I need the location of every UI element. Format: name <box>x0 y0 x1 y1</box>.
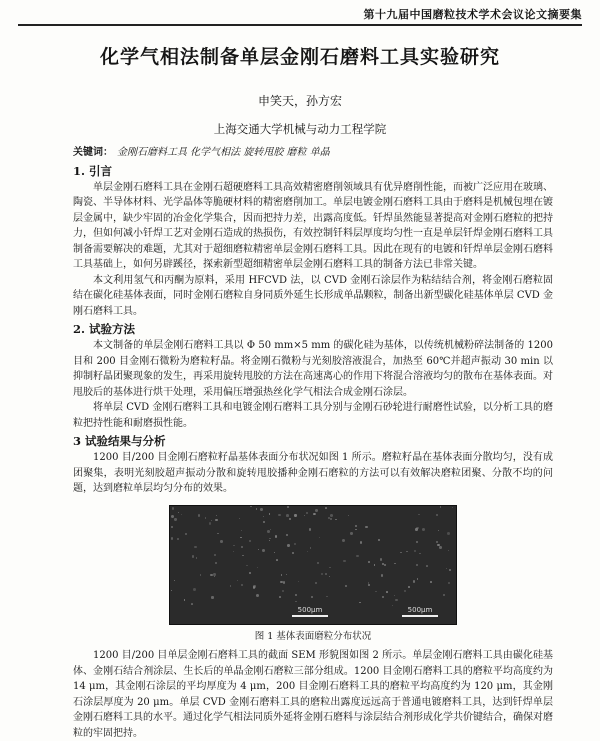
grain-speck <box>233 551 234 552</box>
grain-speck <box>274 552 275 553</box>
grain-speck <box>210 574 212 576</box>
grain-speck <box>211 520 212 521</box>
grain-speck <box>279 596 281 598</box>
grain-speck <box>194 546 196 548</box>
grain-speck <box>380 558 383 561</box>
grain-speck <box>256 508 257 509</box>
grain-speck <box>418 514 419 515</box>
grain-speck <box>260 508 262 510</box>
grain-speck <box>335 519 337 521</box>
grain-speck <box>269 513 271 515</box>
grain-speck <box>400 552 402 554</box>
grain-speck <box>447 532 450 535</box>
grain-speck <box>404 590 406 592</box>
grain-speck <box>350 532 352 534</box>
grain-speck <box>171 537 174 540</box>
grain-speck <box>448 582 451 585</box>
grain-speck <box>355 529 356 530</box>
grain-speck <box>436 514 438 516</box>
grain-speck <box>174 580 175 581</box>
grain-speck <box>185 533 187 535</box>
grain-speck <box>269 538 271 540</box>
grain-speck <box>294 514 296 516</box>
grain-speck <box>315 582 317 584</box>
grain-speck <box>172 507 174 509</box>
grain-speck <box>329 567 330 568</box>
grain-speck <box>220 540 223 543</box>
grain-speck <box>240 537 242 539</box>
grain-speck <box>416 541 418 543</box>
grain-speck <box>192 555 194 557</box>
results-paragraph-1: 1200 目/200 目金刚石磨粒籽晶基体表面分布状况如图 1 所示。磨粒籽晶在基体表面分散均匀，没有成团聚集，表明光刻胶超声振动分散和旋转甩胶播种金刚石磨粒的方法可以有效解决磨粒团聚、分散不均的问题，达到磨粒单层均匀分布的效果。 <box>73 452 553 494</box>
grain-speck <box>378 539 380 541</box>
grain-speck <box>241 530 243 532</box>
grain-speck <box>200 574 202 576</box>
grain-speck <box>446 568 447 569</box>
grain-speck <box>374 564 375 565</box>
grain-speck <box>241 546 243 548</box>
grain-speck <box>287 506 289 508</box>
grain-speck <box>178 512 180 514</box>
grain-speck <box>213 573 215 575</box>
grain-speck <box>270 529 271 530</box>
section-heading-method: 2. 试验方法 <box>73 322 136 336</box>
grain-speck <box>283 581 285 583</box>
grain-speck <box>419 553 420 554</box>
grain-speck <box>263 521 265 523</box>
grain-speck <box>242 555 243 556</box>
grain-speck <box>365 526 368 529</box>
grain-speck <box>394 595 395 596</box>
grain-speck <box>171 526 173 528</box>
grain-speck <box>395 599 398 602</box>
paper-title: 化学气相法制备单层金刚石磨料工具实验研究 <box>99 46 500 68</box>
grain-speck <box>381 574 384 577</box>
grain-speck <box>330 518 332 520</box>
method-paragraph-2: 将单层 CVD 金刚石磨料工具和电镀金刚石磨料工具分别与金刚石砂轮进行耐磨性试验，以分析工具的磨粒把持性能和耐磨损性能。 <box>73 402 553 429</box>
grain-speck <box>416 564 418 566</box>
grain-speck <box>214 576 215 577</box>
grain-speck <box>325 507 327 509</box>
grain-speck <box>276 559 278 561</box>
grain-speck <box>184 599 185 600</box>
figure-caption: 图 1 基体表面磨粒分布状况 <box>254 630 372 642</box>
grain-speck <box>275 535 277 537</box>
scale-label-left: 500μm <box>297 605 323 614</box>
grain-speck <box>306 512 307 513</box>
grain-speck <box>414 550 416 552</box>
grain-speck <box>342 539 345 542</box>
method-paragraph-1: 本文制备的单层金刚石磨料工具以 Φ 50 mm×5 mm 的碳化硅为基体，以传统机械粉碎法制备的 1200 目和 200 目金刚石微粉为磨粒籽晶。将金刚石微粉与光刻胶溶液混合，加热至 60℃并超声振动 30 min 以抑制籽晶团聚现象的发生，再采用旋转甩胶的方法在高速离心的作用下将混合溶液均匀的散布在基体表面。对甩胶后的基体进行烘干处理，采用偏压增强热丝化学气相法合成金刚石涂层。 <box>73 340 553 398</box>
grain-speck <box>317 562 318 563</box>
grain-speck <box>326 596 328 598</box>
section-heading-results: 3 试验结果与分析 <box>73 434 166 448</box>
grain-speck <box>413 580 416 583</box>
grain-speck <box>310 547 311 548</box>
grain-speck <box>408 586 409 587</box>
grain-speck <box>215 519 217 521</box>
grain-speck <box>392 605 393 606</box>
grain-speck <box>246 565 248 567</box>
grain-speck <box>171 590 172 591</box>
grain-speck <box>368 561 370 563</box>
grain-speck <box>215 562 217 564</box>
grain-speck <box>258 549 259 550</box>
grain-speck <box>216 515 217 516</box>
grain-speck <box>309 528 311 530</box>
grain-speck <box>292 552 294 554</box>
grain-speck <box>286 574 287 575</box>
grain-speck <box>256 594 259 597</box>
grain-speck <box>384 564 386 566</box>
grain-speck <box>269 540 270 541</box>
grain-speck <box>440 506 442 508</box>
grain-speck <box>452 507 454 509</box>
grain-speck <box>286 514 289 517</box>
grain-speck <box>250 506 252 508</box>
keywords-value: 金刚石磨料工具 化学气相法 旋转甩胶 磨粒 单晶 <box>117 147 330 158</box>
grain-speck <box>214 554 216 556</box>
grain-speck <box>436 541 437 542</box>
grain-speck <box>280 581 282 583</box>
grain-speck <box>249 572 252 575</box>
scale-label-right: 500μm <box>407 605 433 614</box>
grain-speck <box>449 569 451 571</box>
grain-speck <box>359 602 361 604</box>
grain-speck <box>233 545 235 547</box>
grain-speck <box>321 573 323 575</box>
grain-speck <box>249 540 251 542</box>
grain-speck <box>406 551 408 553</box>
grain-speck <box>438 530 439 531</box>
grain-speck <box>198 514 200 516</box>
grain-speck <box>348 515 350 517</box>
grain-speck <box>282 590 284 592</box>
grain-speck <box>294 543 296 545</box>
running-header <box>18 4 582 26</box>
grain-speck <box>439 546 442 549</box>
grain-speck <box>325 573 327 575</box>
conference-name: 第十九届中国磨粒技术学术会议论文摘要集 <box>363 8 582 21</box>
grain-speck <box>181 514 182 515</box>
grain-speck <box>355 525 357 527</box>
grain-speck <box>263 516 264 517</box>
intro-paragraph-1: 单层金刚石磨料工具在金刚石超硬磨料工具高效精密磨削领域具有优异磨削性能，而被广泛应用在玻璃、陶瓷、半导体材料、光学晶体等脆硬材料的精密磨削加工。单层电镀金刚石磨料工具由于磨料是机械包埋在镀层金属中，缺少牢固的冶金化学集合，因而把持力差，出露高度低。钎焊虽然能显著提高对金刚石磨粒的把持力，但如何减小钎焊工艺对金刚石造成的热损伤，有效控制钎料层厚度均匀性一直是单层钎焊金刚石磨料工具制备需要解决的难题，尤其对于超细磨粒精密单层金刚石磨料工具。因此在现有的电镀和钎焊单层金刚石磨料工具基础上，如何另辟蹊径，探索新型超细精密单层金刚石磨料工具的制备方法已非常关键。 <box>73 181 553 270</box>
grain-speck <box>345 585 348 588</box>
grain-speck <box>382 596 384 598</box>
affiliation: 上海交通大学机械与动力工程学院 <box>213 122 387 136</box>
grain-speck <box>278 514 280 516</box>
grain-speck <box>319 537 320 538</box>
grain-speck <box>239 518 240 519</box>
grain-speck <box>209 522 212 525</box>
grain-speck <box>196 557 198 559</box>
grain-speck <box>307 551 308 552</box>
grain-speck <box>205 517 207 519</box>
sem-figure <box>169 505 457 625</box>
intro-paragraph-2: 本文利用氢气和丙酮为原料，采用 HFCVD 法，以 CVD 金刚石涂层作为粘结结合剂，将金刚石磨粒固结在碳化硅基体表面，同时金刚石磨粒自身同质外延生长形成单晶颗粒，制备出新型碳化硅基体单层 CVD 金刚石磨料工具。 <box>73 274 553 317</box>
scale-bar-left <box>292 606 328 617</box>
grain-speck <box>315 509 318 512</box>
grain-speck <box>448 550 449 551</box>
grain-speck <box>368 584 370 586</box>
grain-speck <box>330 514 333 517</box>
grain-speck <box>191 603 193 605</box>
grain-speck <box>422 528 425 531</box>
grain-speck <box>193 588 196 591</box>
grain-speck <box>217 533 218 534</box>
grain-speck <box>304 515 306 517</box>
authors: 申笑天，孙方宏 <box>257 94 342 108</box>
scale-bar-right <box>402 606 438 617</box>
grain-speck <box>262 549 265 552</box>
grain-speck <box>417 578 419 580</box>
grain-speck <box>267 530 270 533</box>
grain-speck <box>311 596 313 598</box>
grain-speck <box>237 580 239 582</box>
grain-speck <box>430 581 432 583</box>
keywords <box>73 145 553 161</box>
grain-speck <box>286 534 288 536</box>
grain-speck <box>257 567 258 568</box>
results-paragraph-2: 1200 目/200 目单层金刚石磨料工具的截面 SEM 形貌图如图 2 所示。单层金刚石磨料工具由碳化硅基体、金刚石结合剂涂层、生长后的单晶金刚石磨粒三部分组成。1200 目金刚石磨料工具的磨粒平均高度约为 14 μm，其金刚石涂层的平均厚度为 4 μm，200 目金刚石磨料工具的磨粒平均高度约为 120 μm，其金刚石涂层厚度为 20 μm。单层 CVD 金刚石磨料工具的磨粒出露度远远高于普通电镀磨料工具，达到钎焊单层金刚石磨料工具的水平。通过化学气相法同质外延将金刚石磨料与涂层结合剂形成化学共价键结合，确保对磨粒的牢固把持。 <box>73 650 553 739</box>
grain-speck <box>298 581 299 582</box>
paper-body <box>73 145 553 741</box>
keywords-label: 关键词： <box>73 147 113 158</box>
grain-speck <box>295 594 297 596</box>
grain-speck <box>177 538 179 540</box>
section-heading-intro: 1. 引言 <box>73 163 113 178</box>
grain-speck <box>289 518 291 520</box>
grain-speck <box>443 594 445 596</box>
grain-speck <box>314 513 316 515</box>
grain-speck <box>241 584 243 586</box>
grain-speck <box>295 601 296 602</box>
grain-speck <box>386 591 388 593</box>
grain-speck <box>360 541 363 544</box>
grain-speck <box>343 560 346 563</box>
grain-speck <box>211 596 213 598</box>
grain-speck <box>174 518 176 520</box>
grain-speck <box>287 544 290 547</box>
grain-speck <box>356 555 358 557</box>
grain-speck <box>329 576 330 577</box>
grain-speck <box>394 563 395 564</box>
grain-speck <box>426 565 428 567</box>
grain-speck <box>230 585 231 586</box>
grain-speck <box>281 574 282 575</box>
grain-speck <box>375 591 376 592</box>
